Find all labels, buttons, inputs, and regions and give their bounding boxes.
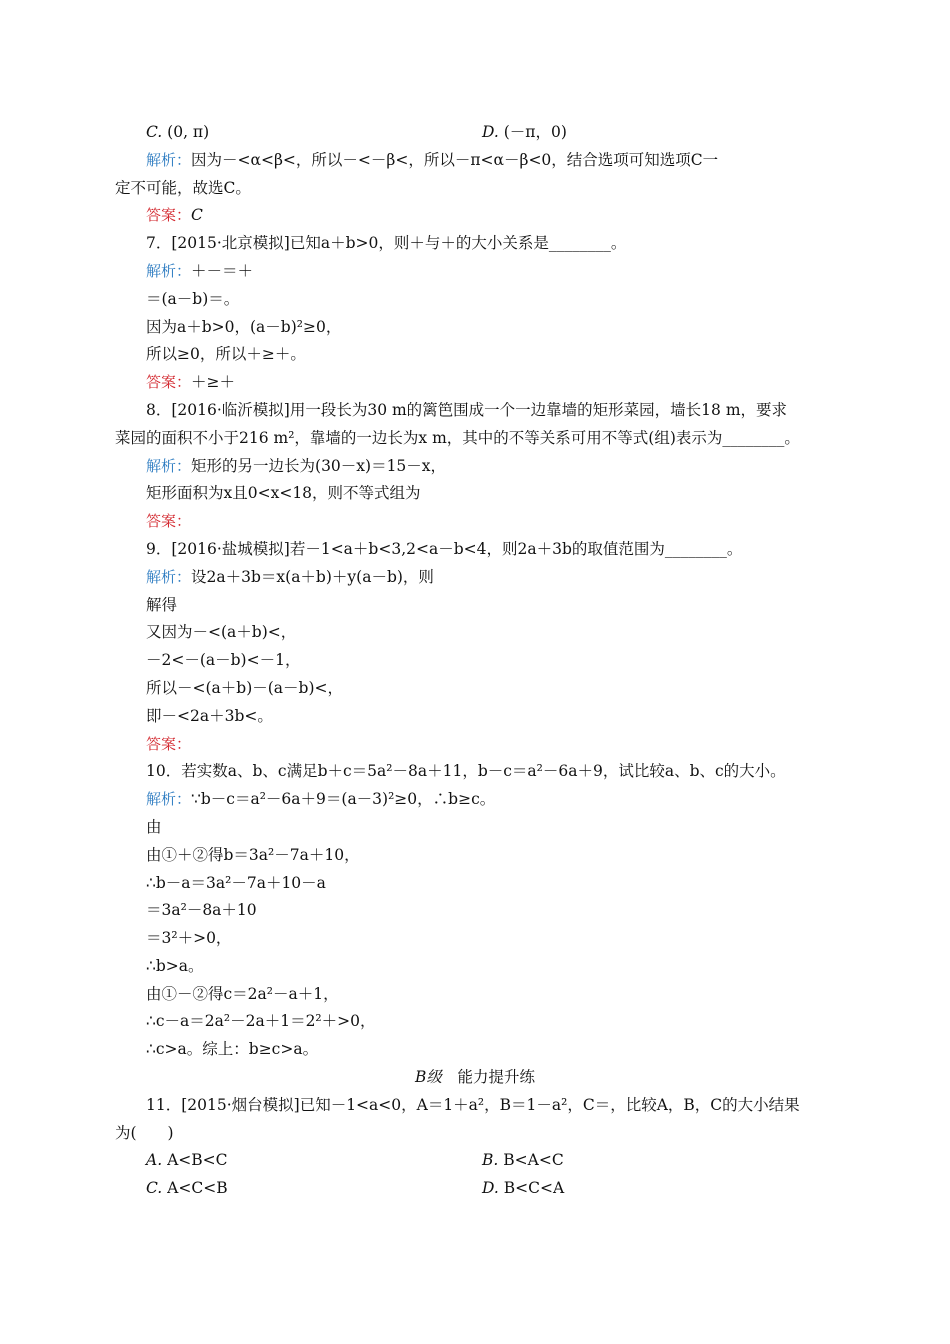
answer-label: 答案： bbox=[146, 512, 192, 530]
q9-solution-line-3: 又因为－<(a＋b)<， bbox=[146, 623, 297, 641]
option-text: (0, π) bbox=[167, 123, 210, 141]
q7-answer bbox=[146, 372, 235, 392]
q10-solution-line-8: 由①－②得c＝2a²－a＋1， bbox=[146, 985, 339, 1003]
q11-option-d bbox=[482, 1178, 564, 1198]
q9-solution-line-1 bbox=[146, 567, 434, 587]
q11-option-a bbox=[146, 1150, 227, 1170]
answer-label: 答案： bbox=[146, 735, 192, 753]
option-letter: A. bbox=[146, 1151, 163, 1169]
q9-stem: 9．[2016·盐城模拟]若－1<a＋b<3,2<a－b<4，则2a＋3b的取值范围为________。 bbox=[146, 540, 743, 558]
q9-solution-line-6: 即－<2a＋3b<。 bbox=[146, 707, 273, 725]
option-text: B<C<A bbox=[503, 1179, 565, 1197]
solution-label: 解析： bbox=[146, 457, 192, 475]
q8-stem-line-1: 8．[2016·临沂模拟]用一段长为30 m的篱笆围成一个一边靠墙的矩形菜园，墙长18 m，要求 bbox=[146, 401, 788, 419]
q8-solution-line-2: 矩形面积为x且0<x<18，则不等式组为 bbox=[146, 484, 421, 502]
solution-label: 解析： bbox=[146, 262, 192, 280]
q7-solution-line-4: 所以≥0，所以＋≥＋。 bbox=[146, 345, 306, 363]
q7-solution-line-3: 因为a＋b>0，(a－b)²≥0， bbox=[146, 318, 342, 336]
q7-stem: 7．[2015·北京模拟]已知a＋b>0，则＋与＋的大小关系是________。 bbox=[146, 234, 627, 252]
q6-option-d bbox=[482, 122, 567, 142]
solution-label: 解析： bbox=[146, 790, 192, 808]
solution-label: 解析： bbox=[146, 568, 192, 586]
option-letter: D. bbox=[482, 123, 499, 141]
q10-solution-line-3: 由①＋②得b＝3a²－7a＋10， bbox=[146, 846, 360, 864]
q8-answer bbox=[146, 511, 191, 531]
answer-label: 答案： bbox=[146, 206, 192, 224]
q6-solution-line-1 bbox=[146, 150, 718, 170]
option-letter: C. bbox=[146, 1179, 163, 1197]
q10-solution-line-4: ∴b－a＝3a²－7a＋10－a bbox=[146, 874, 326, 892]
q8-stem-line-2: 菜园的面积不小于216 m²，靠墙的一边长为x m，其中的不等关系可用不等式(组)表示为________。 bbox=[115, 429, 800, 447]
option-text: A<C<B bbox=[167, 1179, 228, 1197]
section-heading bbox=[0, 1067, 950, 1087]
option-text: A<B<C bbox=[167, 1151, 228, 1169]
q10-solution-line-5: ＝3a²－8a＋10 bbox=[146, 901, 257, 919]
q9-solution-line-2: 解得 bbox=[146, 596, 178, 614]
q11-stem-line-1: 11．[2015·烟台模拟]已知－1<a<0，A＝1＋a²，B＝1－a²，C＝，比较A，B，C的大小结果 bbox=[146, 1096, 800, 1114]
q11-option-b bbox=[482, 1150, 564, 1170]
q6-answer bbox=[146, 205, 203, 225]
q10-stem: 10．若实数a、b、c满足b＋c＝5a²－8a＋11，b－c＝a²－6a＋9，试比较a、b、c的大小。 bbox=[146, 762, 786, 780]
q10-solution-line-6: ＝3²＋>0， bbox=[146, 929, 232, 947]
solution-label: 解析： bbox=[146, 151, 192, 169]
answer-label: 答案： bbox=[146, 373, 192, 391]
q9-solution-line-5: 所以－<(a＋b)－(a－b)<， bbox=[146, 679, 343, 697]
answer-value: C bbox=[191, 206, 203, 224]
solution-text: ∵b－c＝a²－6a＋9＝(a－3)²≥0，∴b≥c。 bbox=[191, 790, 496, 808]
option-text: (－π，0) bbox=[503, 123, 567, 141]
q9-solution-line-4: －2<－(a－b)<－1， bbox=[146, 651, 301, 669]
q11-stem-line-2: 为( ) bbox=[115, 1124, 174, 1142]
q6-option-c bbox=[146, 122, 209, 142]
option-letter: D. bbox=[482, 1179, 499, 1197]
section-title: 能力提升练 bbox=[457, 1068, 535, 1086]
q11-option-c bbox=[146, 1178, 228, 1198]
q10-solution-line-1 bbox=[146, 789, 495, 809]
q9-answer bbox=[146, 734, 191, 754]
answer-value: ＋≥＋ bbox=[191, 373, 236, 391]
solution-text: 因为－<α<β<，所以－<－β<，所以－π<α－β<0，结合选项可知选项C一 bbox=[191, 151, 719, 169]
q10-solution-line-7: ∴b>a。 bbox=[146, 957, 204, 975]
q7-solution-line-2: ＝(a－b)＝。 bbox=[146, 290, 240, 308]
q10-solution-line-9: ∴c－a＝2a²－2a＋1＝2²＋>0， bbox=[146, 1012, 376, 1030]
q6-solution-line-2: 定不可能，故选C。 bbox=[115, 179, 251, 197]
option-letter: C. bbox=[146, 123, 163, 141]
q7-solution-line-1 bbox=[146, 261, 253, 281]
option-text: B<A<C bbox=[503, 1151, 564, 1169]
solution-text: 设2a＋3b＝x(a＋b)＋y(a－b)，则 bbox=[191, 568, 434, 586]
option-letter: B. bbox=[482, 1151, 499, 1169]
q8-solution-line-1 bbox=[146, 456, 446, 476]
q10-solution-line-2: 由 bbox=[146, 818, 162, 836]
section-level: B级 bbox=[415, 1068, 442, 1086]
solution-text: ＋－＝＋ bbox=[191, 262, 254, 280]
q10-solution-line-10: ∴c>a。综上：b≥c>a。 bbox=[146, 1040, 319, 1058]
solution-text: 矩形的另一边长为(30－x)＝15－x， bbox=[191, 457, 447, 475]
